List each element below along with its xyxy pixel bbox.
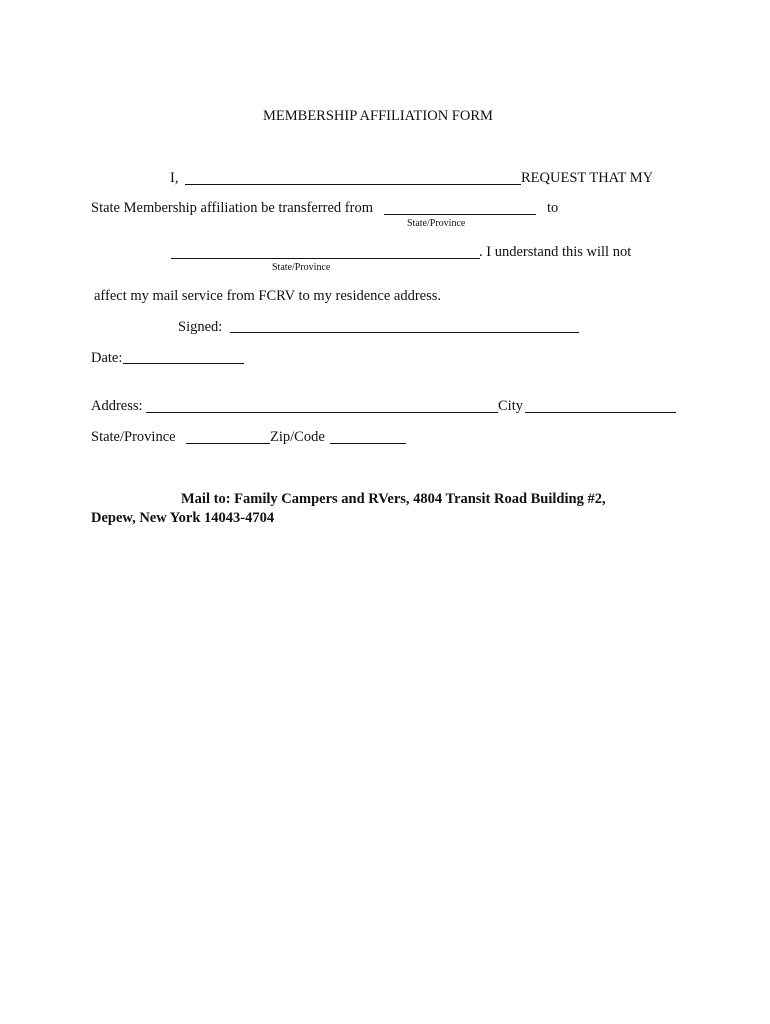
state-province-label: State/Province bbox=[91, 429, 176, 445]
member-name-field[interactable] bbox=[185, 184, 521, 185]
zip-label: Zip/Code bbox=[270, 429, 325, 445]
intro-label: I, bbox=[170, 170, 179, 186]
from-state-hint: State/Province bbox=[407, 218, 466, 229]
signed-label: Signed: bbox=[178, 319, 223, 335]
address-field[interactable] bbox=[146, 412, 498, 413]
mail-service-text: affect my mail service from FCRV to my residence address. bbox=[94, 288, 442, 304]
to-label: to bbox=[547, 200, 559, 216]
zip-field[interactable] bbox=[330, 443, 406, 444]
transfer-from-label: State Membership affiliation be transferred from bbox=[91, 200, 373, 216]
from-state-field[interactable] bbox=[384, 214, 536, 215]
to-state-hint: State/Province bbox=[272, 262, 331, 273]
date-label: Date: bbox=[91, 350, 123, 366]
city-field[interactable] bbox=[525, 412, 676, 413]
date-field[interactable] bbox=[123, 363, 244, 364]
signature-field[interactable] bbox=[230, 332, 579, 333]
mail-to-line2: Depew, New York 14043-4704 bbox=[91, 510, 275, 526]
mail-to-line1: Mail to: Family Campers and RVers, 4804 Transit Road Building #2, bbox=[181, 491, 606, 507]
request-text: REQUEST THAT MY bbox=[521, 170, 654, 186]
state-province-field[interactable] bbox=[186, 443, 270, 444]
understand-text: . I understand this will not bbox=[479, 244, 632, 260]
to-state-field[interactable] bbox=[171, 258, 480, 259]
address-label: Address: bbox=[91, 398, 143, 414]
city-label: City bbox=[498, 398, 523, 414]
form-title: MEMBERSHIP AFFILIATION FORM bbox=[263, 108, 493, 124]
